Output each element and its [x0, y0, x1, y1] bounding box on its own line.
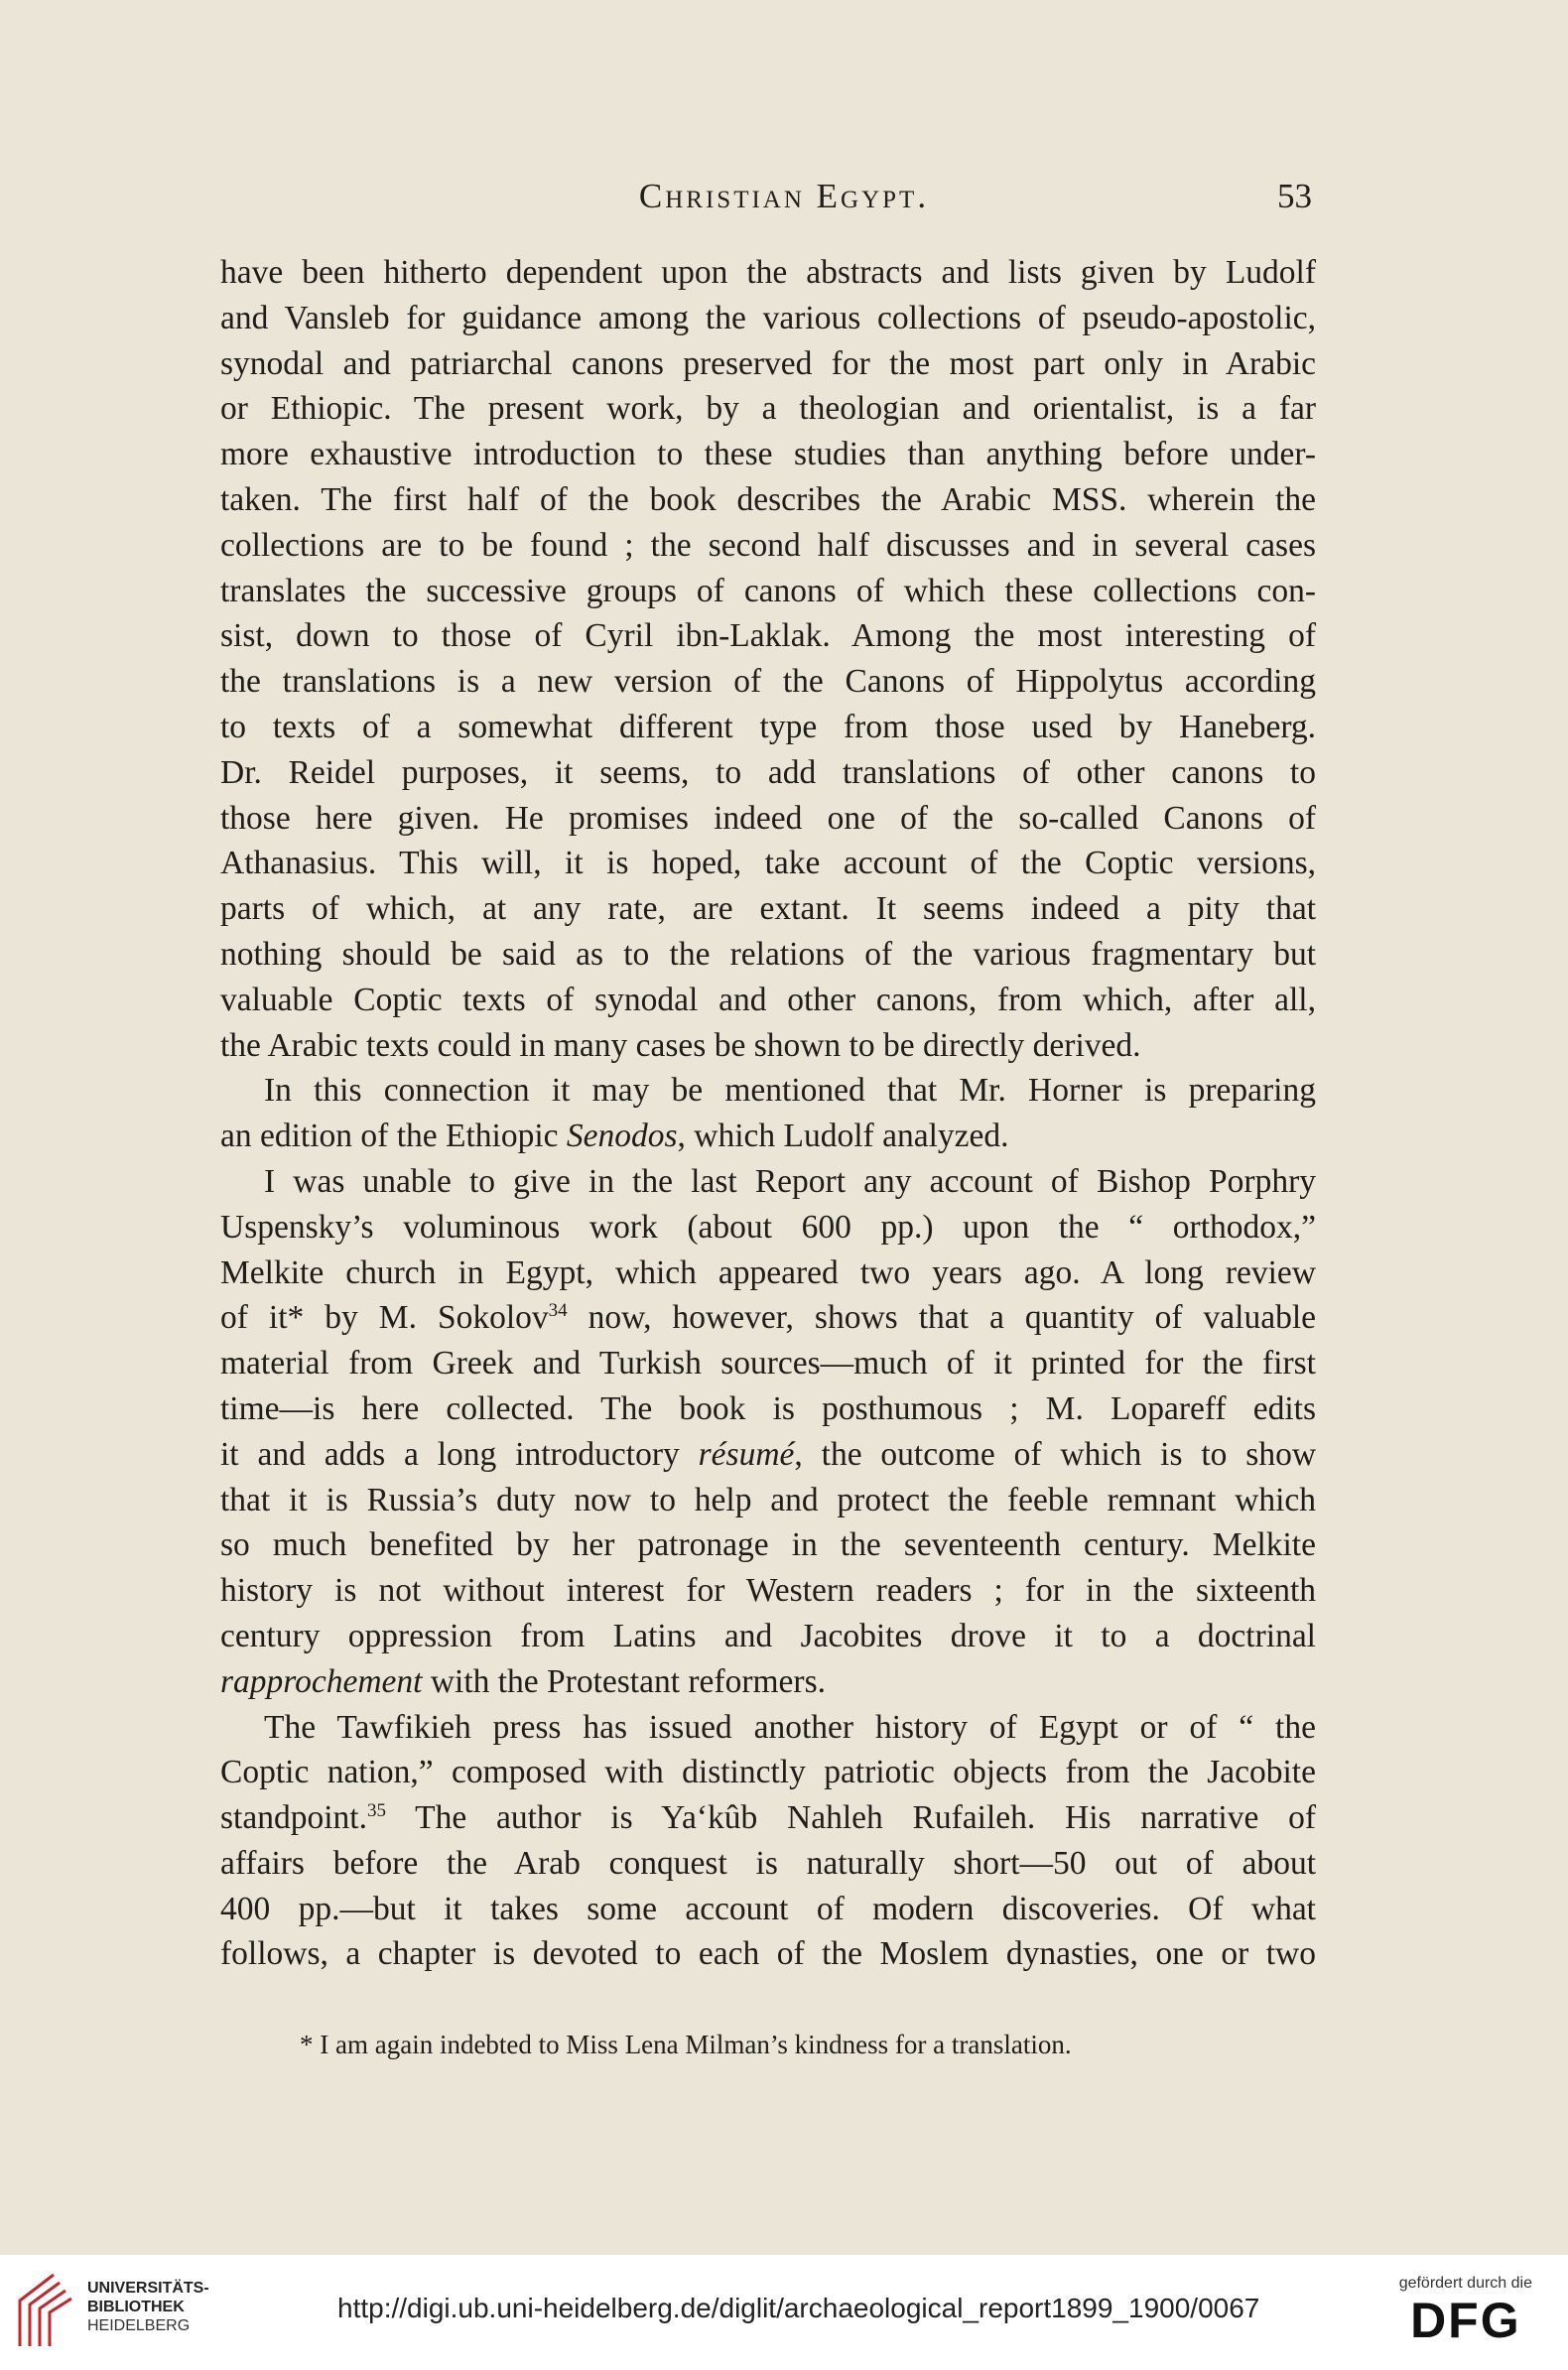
- text-line: The Tawfikieh press has issued another history of Egypt or of “ the: [264, 1708, 1316, 1746]
- text-run: , the outcome of which is to show: [794, 1435, 1317, 1473]
- source-url[interactable]: http://digi.ub.uni-heidelberg.de/diglit/archaeological_report1899_1900/0067: [337, 2293, 1260, 2323]
- library-logo-icon: [14, 2271, 79, 2350]
- text-line: or Ethiopic. The present work, by a theologian and orientalist, is a far: [220, 390, 1316, 428]
- text-line: more exhaustive introduction to these studies than anything before under-: [220, 436, 1316, 473]
- text-line: In this connection it may be mentioned that Mr. Horner is preparing: [264, 1072, 1316, 1110]
- text-line: [220, 1432, 1316, 1478]
- text-run: The author is Ya‘kûb Nahleh Rufaileh. His narrative of: [385, 1799, 1316, 1837]
- text-line: nothing should be said as to the relations of the various fragmentary but: [220, 935, 1316, 973]
- library-name-line: BIBLIOTHEK: [87, 2299, 185, 2315]
- text-line: Uspensky’s voluminous work (about 600 pp.) upon the “ orthodox,”: [220, 1208, 1316, 1246]
- running-head: [0, 177, 1568, 226]
- text-line: Melkite church in Egypt, which appeared two years ago. A long review: [220, 1253, 1316, 1291]
- sponsor: [1399, 2275, 1532, 2348]
- text-line: taken. The first half of the book describes the Arabic MSS. wherein the: [220, 480, 1316, 518]
- text-line: to texts of a somewhat different type from those used by Haneberg.: [220, 708, 1316, 745]
- text-line: those here given. He promises indeed one of the so-called Canons of: [220, 799, 1316, 837]
- text-line: translates the successive groups of canons of which these collections con-: [220, 572, 1316, 609]
- text-line: valuable Coptic texts of synodal and other canons, from which, after all,: [220, 981, 1316, 1018]
- text-line: parts of which, at any rate, are extant. It seems indeed a pity that: [220, 890, 1316, 928]
- text-line: 400 pp.—but it takes some account of modern discoveries. Of what: [220, 1890, 1316, 1927]
- library-name-line: UNIVERSITÄTS-: [87, 2280, 209, 2297]
- text-run: standpoint.: [220, 1799, 367, 1837]
- italic-title: Senodos: [566, 1118, 678, 1155]
- text-line: follows, a chapter is devoted to each of the Moslem dynasties, one or two: [220, 1935, 1316, 1973]
- text-line: I was unable to give in the last Report any account of Bishop Porphry: [264, 1162, 1316, 1200]
- text-line: Athanasius. This will, it is hoped, take account of the Coptic versions,: [220, 845, 1316, 882]
- digitization-footer: [0, 2255, 1568, 2370]
- text-line: sist, down to those of Cyril ibn-Laklak. Among the most interesting of: [220, 617, 1316, 655]
- note-ref: 34: [548, 1300, 568, 1322]
- italic-word: rapprochement: [220, 1662, 423, 1700]
- text-line: so much benefited by her patronage in the seventeenth century. Melkite: [220, 1526, 1316, 1564]
- text-run: with the Protestant reformers.: [422, 1662, 826, 1700]
- running-title: Christian Egypt.: [638, 177, 930, 215]
- text-line: [220, 1795, 1316, 1841]
- text-line: the Arabic texts could in many cases be shown to be directly derived.: [220, 1026, 1141, 1064]
- text-line: that it is Russia’s duty now to help and protect the feeble remnant which: [220, 1481, 1316, 1518]
- text-run: , which Ludolf analyzed.: [677, 1118, 1009, 1155]
- page-number: 53: [1277, 177, 1312, 215]
- text-line: century oppression from Latins and Jacobites drove it to a doctrinal: [220, 1617, 1316, 1654]
- dfg-logo: DFG: [1410, 2293, 1521, 2348]
- note-ref: 35: [366, 1799, 386, 1821]
- text-line: [220, 1659, 1316, 1705]
- text-line: history is not without interest for Western readers ; for in the sixteenth: [220, 1572, 1316, 1610]
- text-run: of it* by M. Sokolov: [220, 1299, 549, 1337]
- text-run: an edition of the Ethiopic: [220, 1118, 567, 1155]
- text-line: [220, 1295, 1316, 1341]
- text-line: [220, 1114, 1316, 1159]
- text-run: it and adds a long introductory: [220, 1435, 699, 1473]
- text-line: and Vansleb for guidance among the various collections of pseudo-apostolic,: [220, 299, 1316, 336]
- text-line: Dr. Reidel purposes, it seems, to add translations of other canons to: [220, 753, 1316, 791]
- library-name-line: HEIDELBERG: [87, 2317, 191, 2334]
- text-line: synodal and patriarchal canons preserved for the most part only in Arabic: [220, 344, 1316, 382]
- text-line: time—is here collected. The book is posthumous ; M. Lopareff edits: [220, 1389, 1316, 1427]
- text-line: affairs before the Arab conquest is naturally short—50 out of about: [220, 1844, 1316, 1882]
- text-line: collections are to be found ; the second half discusses and in several cases: [220, 526, 1316, 564]
- text-run: now, however, shows that a quantity of valuable: [567, 1299, 1316, 1337]
- sponsor-label: gefördert durch die: [1398, 2275, 1532, 2292]
- text-line: Coptic nation,” composed with distinctly patriotic objects from the Jacobite: [220, 1754, 1316, 1791]
- italic-word: résumé: [698, 1435, 795, 1473]
- footnote: * I am again indebted to Miss Lena Milman’s kindness for a translation.: [300, 2030, 1072, 2059]
- text-line: have been hitherto dependent upon the abstracts and lists given by Ludolf: [220, 254, 1316, 291]
- text-line: the translations is a new version of the Canons of Hippolytus according: [220, 663, 1316, 701]
- text-line: material from Greek and Turkish sources—much of it printed for the first: [220, 1345, 1316, 1382]
- library-name: [87, 2279, 209, 2335]
- body-text: [220, 250, 1316, 1977]
